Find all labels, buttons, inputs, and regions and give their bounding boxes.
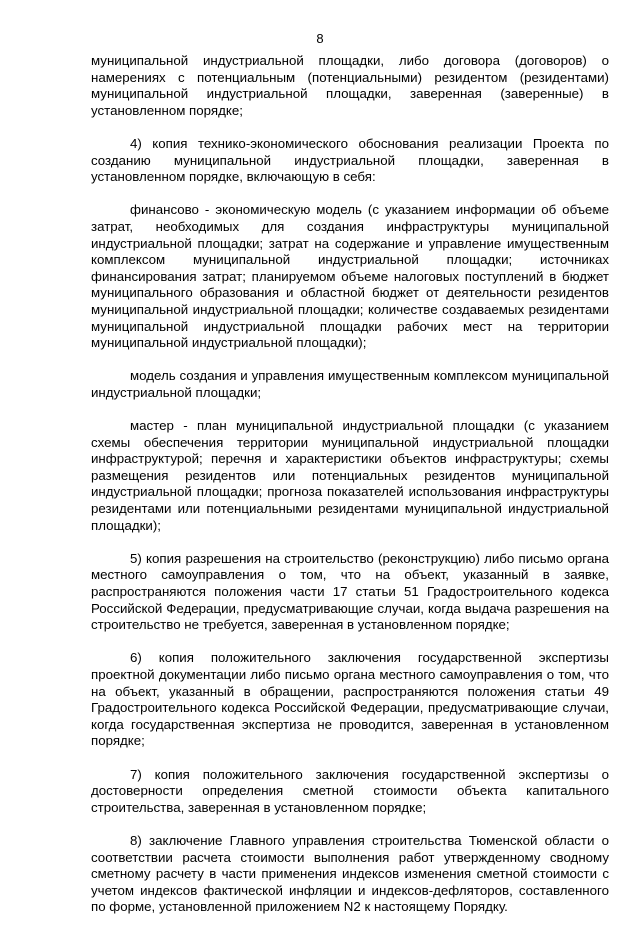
- page-number: 8: [316, 31, 324, 46]
- paragraph-item-8: 8) заключение Главного управления строительства Тюменской области о соответствии расчета стоимости выполнения работ утвержденному сводному сметному расчету в части применения индексов изменения сметной стоимости с учетом индексов фактической инфляции и индексов-дефляторов, составленного по форме, установленной приложением N2 к настоящему Порядку.: [91, 832, 609, 915]
- paragraph-continuation: муниципальной индустриальной площадки, либо договора (договоров) о намерениях с потенциальным (потенциальными) резидентом (резидентами) муниципальной индустриальной площадки, заверенная (заверенные) в установленном порядке;: [91, 53, 609, 118]
- paragraph-management-model: модель создания и управления имущественным комплексом муниципальной индустриальной площадки;: [91, 368, 609, 400]
- document-body: [91, 53, 609, 932]
- paragraph-item-4: 4) копия технико-экономического обоснования реализации Проекта по созданию муниципальной индустриальной площадки, заверенная в установленном порядке, включающую в себя:: [91, 135, 609, 185]
- paragraph-master-plan: мастер - план муниципальной индустриальной площадки (с указанием схемы обеспечения территории муниципальной индустриальной площадки инфраструктурой; перечня и характеристики объектов инфраструктуры; схемы размещения резидентов или потенциальных резидентов муниципальной индустриальной площадки; прогноза показателей использования инфраструктуры резидентами или потенциальными резидентами муниципальной индустриальной площадки);: [91, 418, 609, 533]
- paragraph-item-6: 6) копия положительного заключения государственной экспертизы проектной документации либо письмо органа местного самоуправления о том, что на объект, указанный в обращении, распространяются положения статьи 49 Градостроительного кодекса Российской Федерации, предусматривающие случаи, когда государственная экспертиза не проводится, заверенная в установленном порядке;: [91, 650, 609, 749]
- paragraph-item-7: 7) копия положительного заключения государственной экспертизы о достоверности определения сметной стоимости объекта капитального строительства, заверенная в установленном порядке;: [91, 766, 609, 815]
- paragraph-financial-model: финансово - экономическую модель (с указанием информации об объеме затрат, необходимых для создания инфраструктуры муниципальной индустриальной площадки; затрат на содержание и управление имущественным комплексом муниципальной индустриальной площадки; источниках финансирования затрат; планируемом объеме налоговых поступлений в бюджет муниципального образования и областной бюджет от деятельности резидентов муниципальной индустриальной площадки; количестве создаваемых резидентами муниципальной индустриальной площадки рабочих мест на территории муниципальной индустриальной площадки);: [91, 202, 609, 351]
- paragraph-item-5: 5) копия разрешения на строительство (реконструкцию) либо письмо органа местного самоуправления о том, что на объект, указанный в заявке, распространяются положения части 17 статьи 51 Градостроительного кодекса Российской Федерации, предусматривающие случаи, когда выдача разрешения на строительство не требуется, заверенная в установленном порядке;: [91, 550, 609, 633]
